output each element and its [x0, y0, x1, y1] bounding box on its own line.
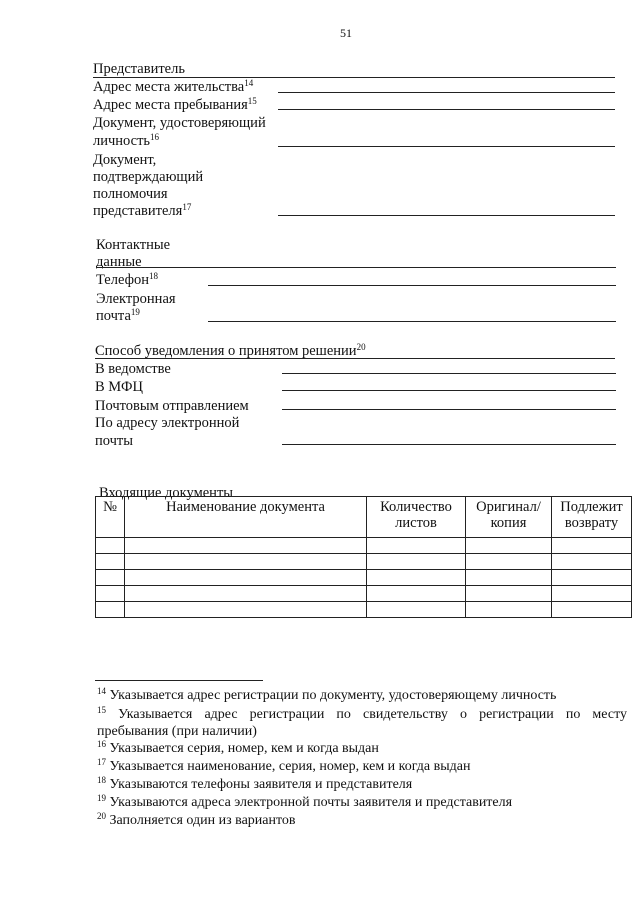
table-header-row	[96, 497, 632, 538]
option-mfc-field[interactable]	[282, 390, 616, 391]
contacts-heading-line1: Контактные	[96, 237, 171, 253]
address-residence-label: Адрес места жительства$^{14}$	[93, 78, 254, 95]
identity-doc-label-line2: личность$^{16}$	[93, 132, 160, 149]
option-agency-label: В ведомстве	[95, 361, 171, 377]
table-cell[interactable]	[367, 538, 466, 554]
table-cell[interactable]	[552, 570, 632, 586]
incoming-documents-table	[95, 496, 632, 618]
table-cell[interactable]	[466, 602, 552, 618]
email-label-line2: почта$^{19}$	[96, 307, 140, 324]
footnote-ref-15: 15	[247, 96, 257, 106]
table-cell[interactable]	[96, 586, 125, 602]
authority-doc-label-line4: представителя$^{17}$	[93, 202, 192, 219]
table-cell[interactable]	[367, 602, 466, 618]
option-email-label-line1: По адресу электронной	[95, 415, 240, 431]
footnote-ref-19: 19	[130, 307, 140, 317]
notification-heading-underline	[95, 358, 615, 359]
authority-doc-label-line3: полномочия	[93, 186, 168, 202]
footnote-15-line2: пребывания (при наличии)	[97, 724, 257, 739]
col-header-count: Количество листов	[367, 497, 466, 538]
col-header-num: №	[96, 497, 125, 538]
table-cell[interactable]	[125, 554, 367, 570]
footnote-ref-17: 17	[182, 202, 192, 212]
table-cell[interactable]	[125, 586, 367, 602]
footnote-ref-18: 18	[149, 271, 158, 281]
table-cell[interactable]	[96, 538, 125, 554]
footnote-18: $^{18}$ Указываются телефоны заявителя и представителя	[97, 775, 413, 792]
incoming-heading: Входящие документы	[99, 485, 234, 501]
table-cell[interactable]	[466, 538, 552, 554]
option-mail-field[interactable]	[282, 409, 616, 410]
address-stay-field[interactable]	[278, 109, 615, 110]
footnote-19: $^{19}$ Указываются адреса электронной почты заявителя и представителя	[97, 793, 513, 810]
table-cell[interactable]	[125, 602, 367, 618]
table-cell[interactable]	[96, 570, 125, 586]
table-cell[interactable]	[552, 602, 632, 618]
footnote-ref-16: 16	[150, 132, 160, 142]
identity-doc-field[interactable]	[278, 146, 615, 147]
footnote-17: $^{17}$ Указывается наименование, серия, номер, кем и когда выдан	[97, 757, 471, 774]
email-label-line1: Электронная	[96, 291, 176, 307]
table-cell[interactable]	[125, 538, 367, 554]
footnote-20: $^{20}$ Заполняется один из вариантов	[97, 811, 296, 828]
option-mfc-label: В МФЦ	[95, 379, 143, 395]
table-cell[interactable]	[367, 586, 466, 602]
table-row	[96, 538, 632, 554]
footnote-separator	[95, 680, 263, 681]
phone-field[interactable]	[208, 285, 616, 286]
table-row	[96, 554, 632, 570]
representative-heading: Представитель	[93, 61, 185, 77]
table-cell[interactable]	[367, 570, 466, 586]
option-email-label-line2: почты	[95, 433, 134, 449]
table-row	[96, 570, 632, 586]
authority-doc-label-line1: Документ,	[93, 152, 157, 168]
table-cell[interactable]	[96, 602, 125, 618]
address-stay-label: Адрес места пребывания$^{15}$	[93, 96, 257, 113]
authority-doc-label-line2: подтверждающий	[93, 169, 204, 185]
footnote-14: $^{14}$ Указывается адрес регистрации по документу, удостоверяющему личность	[97, 686, 557, 703]
footnote-ref-20: 20	[356, 342, 366, 352]
contacts-heading-line2: данные	[96, 254, 142, 270]
table-cell[interactable]	[466, 554, 552, 570]
footnote-ref-14: 14	[244, 78, 254, 88]
contacts-underline	[96, 267, 616, 268]
option-email-field[interactable]	[282, 444, 616, 445]
table-row	[96, 602, 632, 618]
authority-doc-field[interactable]	[278, 215, 615, 216]
footnote-15-line1: $^{15}$ Указывается адрес регистрации по свидетельству о регистрации по месту	[97, 705, 628, 722]
phone-label: Телефон$^{18}$	[96, 271, 158, 288]
table-row	[96, 586, 632, 602]
col-header-return: Подлежит возврату	[552, 497, 632, 538]
address-residence-field[interactable]	[278, 92, 615, 93]
table-cell[interactable]	[466, 586, 552, 602]
page-number: 51	[340, 26, 352, 40]
email-field[interactable]	[208, 321, 616, 322]
identity-doc-label-line1: Документ, удостоверяющий	[93, 115, 266, 131]
table-cell[interactable]	[552, 538, 632, 554]
table-cell[interactable]	[96, 554, 125, 570]
col-header-original: Оригинал/ копия	[466, 497, 552, 538]
footnote-16: $^{16}$ Указывается серия, номер, кем и когда выдан	[97, 739, 379, 756]
col-header-name: Наименование документа	[125, 497, 367, 538]
table-cell[interactable]	[466, 570, 552, 586]
option-agency-field[interactable]	[282, 373, 616, 374]
table-cell[interactable]	[125, 570, 367, 586]
notification-heading: Способ уведомления о принятом решении$^{20}$	[95, 342, 366, 359]
table-cell[interactable]	[367, 554, 466, 570]
option-mail-label: Почтовым отправлением	[95, 398, 249, 414]
table-cell[interactable]	[552, 554, 632, 570]
table-cell[interactable]	[552, 586, 632, 602]
